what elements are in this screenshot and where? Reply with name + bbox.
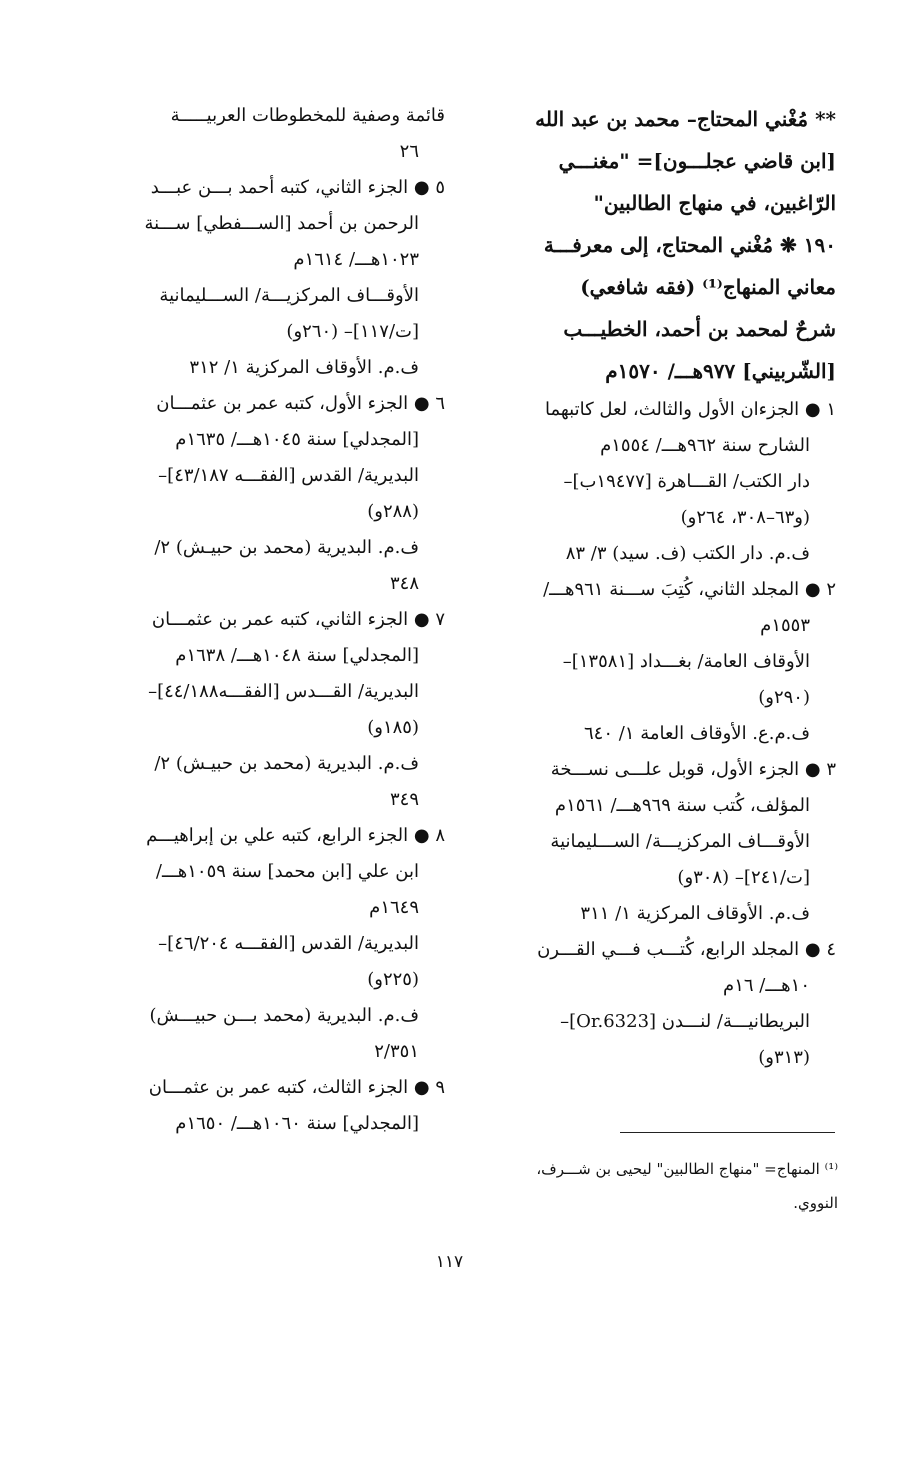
footnote-line: ⁽¹⁾ المنهاج= "منهاج الطالبين" ليحيى بن شـــرف، (536, 1160, 838, 1178)
manuscript-item-line: الشارح سنة ٩٦٢هـــ/ ١٥٥٤م (600, 435, 810, 456)
manuscript-item-line: [ت/١١٧]– (٢٦٠و) (286, 321, 419, 342)
manuscript-item-line: ٣ ● الجزء الأول، قوبل علـــى نســـخة (550, 759, 836, 780)
footnote-line: النووي. (793, 1194, 838, 1212)
manuscript-item-line: ١٠هـــ/ ١٦م (723, 975, 810, 996)
manuscript-item-line: ٣٤٩ (389, 789, 419, 810)
manuscript-item-line: [المجدلي] سنة ١٠٤٥هـــ/ ١٦٣٥م (175, 429, 419, 450)
manuscript-item-line: ف.م. دار الكتب (ف. سيد) ٣/ ٨٣ (565, 543, 810, 564)
manuscript-item-line: ٢/٣٥١ (374, 1041, 419, 1062)
manuscript-item-line: ف.م. الأوقاف المركزية ١/ ٣١١ (580, 903, 810, 924)
entry-heading-line: الرّاغبين، في منهاج الطالبين" (593, 191, 836, 215)
manuscript-item-line: (١٨٥و) (367, 717, 419, 738)
manuscript-item-line: ٩ ● الجزء الثالث، كتبه عمر بن عثمـــان (148, 1077, 445, 1098)
entry-heading-line: [الشّربيني] ٩٧٧هـــ/ ١٥٧٠م (605, 359, 836, 383)
left-column (115, 98, 445, 1142)
running-header-line: ٢٦ (399, 141, 419, 162)
manuscript-item-line: (٣١٣و) (758, 1047, 810, 1068)
manuscript-item-line: ٦ ● الجزء الأول، كتبه عمر بن عثمـــان (156, 393, 445, 414)
running-header-line: قائمة وصفية للمخطوطات العربيـــــة (170, 105, 445, 126)
manuscript-item-line: [المجدلي] سنة ١٠٦٠هـــ/ ١٦٥٠م (175, 1113, 419, 1134)
manuscript-item-line: ١٦٤٩م (369, 897, 419, 918)
manuscript-item-line: [ت/٢٤١]– (٣٠٨و) (677, 867, 810, 888)
page-number: ١١٧ (435, 1252, 464, 1272)
footnote-divider (620, 1132, 835, 1133)
manuscript-item-line: ٧ ● الجزء الثاني، كتبه عمر بن عثمـــان (151, 609, 445, 630)
entry-heading-line: ١٩٠ ❋ مُغْني المحتاج، إلى معرفـــة (543, 233, 836, 257)
manuscript-item-line: ٢ ● المجلد الثاني، كُتِبَ ســـنة ٩٦١هـــ/ (543, 579, 836, 600)
manuscript-item-line: دار الكتب/ القـــاهرة [١٩٤٧٧ب]– (563, 471, 810, 492)
manuscript-item-line: البديرية/ القدس [الفقـــه ٤٣/١٨٧]– (158, 465, 419, 486)
manuscript-item-line: ف.م. الأوقاف المركزية ١/ ٣١٢ (189, 357, 419, 378)
entry-heading-line: [ابن قاضي عجلـــون]= "مغنـــي (558, 149, 836, 173)
manuscript-item-line: البديرية/ القدس [الفقـــه ٤٦/٢٠٤]– (158, 933, 419, 954)
manuscript-item-line: ٣٤٨ (389, 573, 419, 594)
manuscript-item-line: (٢٢٥و) (367, 969, 419, 990)
manuscript-item-line: ف.م.ع. الأوقاف العامة ١/ ٦٤٠ (583, 723, 810, 744)
manuscript-item-line: ١ ● الجزءان الأول والثالث، لعل كاتبهما (544, 399, 836, 420)
manuscript-item-line: الأوقـــاف المركزيـــة/ الســـليمانية (550, 831, 810, 852)
manuscript-item-line: الأوقاف العامة/ بغـــداد [١٣٥٨١]– (562, 651, 810, 672)
manuscript-item-line: الأوقـــاف المركزيـــة/ الســـليمانية (159, 285, 419, 306)
manuscript-item-line: [المجدلي] سنة ١٠٤٨هـــ/ ١٦٣٨م (175, 645, 419, 666)
entry-heading-line: معاني المنهاج⁽¹⁾ (فقه شافعي) (580, 275, 836, 299)
manuscript-item-line: البديرية/ القـــدس [الفقـــه٤٤/١٨٨]– (148, 681, 419, 702)
manuscript-item-line: ٨ ● الجزء الرابع، كتبه علي بن إبراهيـــم (146, 825, 445, 846)
entry-heading-line: شرحٌ لمحمد بن أحمد، الخطيـــب (563, 317, 836, 341)
entry-heading-line: ** مُغْني المحتاج– محمد بن عبد الله (535, 107, 836, 131)
manuscript-item-line: ٥ ● الجزء الثاني، كتبه أحمد بـــن عبـــد (150, 177, 445, 198)
manuscript-item-line: ف.م. البديرية (محمد بـــن حبيـــش) (149, 1005, 419, 1026)
manuscript-item-line: ابن علي [ابن محمد] سنة ١٠٥٩هـــ/ (155, 861, 419, 882)
manuscript-item-line: ١٥٥٣م (760, 615, 810, 636)
footnote (508, 1152, 838, 1220)
manuscript-item-line: (٢٩٠و) (758, 687, 810, 708)
manuscript-item-line: البريطانيـــة/ لنـــدن [Or.6323]– (560, 1011, 810, 1032)
right-column (496, 98, 836, 1076)
manuscript-item-line: (و٦٣–٣٠٨، ٢٦٤و) (680, 507, 810, 528)
manuscript-item-line: ٤ ● المجلد الرابع، كُتـــب فـــي القـــرن (537, 939, 836, 960)
manuscript-item-line: (٢٨٨و) (367, 501, 419, 522)
manuscript-item-line: ف.م. البديرية (محمد بن حبيـش) ٢/ (154, 753, 419, 774)
manuscript-item-line: ١٠٢٣هـــ/ ١٦١٤م (293, 249, 419, 270)
manuscript-item-line: الرحمن بن أحمد [الســـفطي] ســـنة (144, 213, 419, 234)
manuscript-item-line: المؤلف، كُتب سنة ٩٦٩هـــ/ ١٥٦١م (554, 795, 810, 816)
manuscript-item-line: ف.م. البديرية (محمد بن حبيـش) ٢/ (154, 537, 419, 558)
